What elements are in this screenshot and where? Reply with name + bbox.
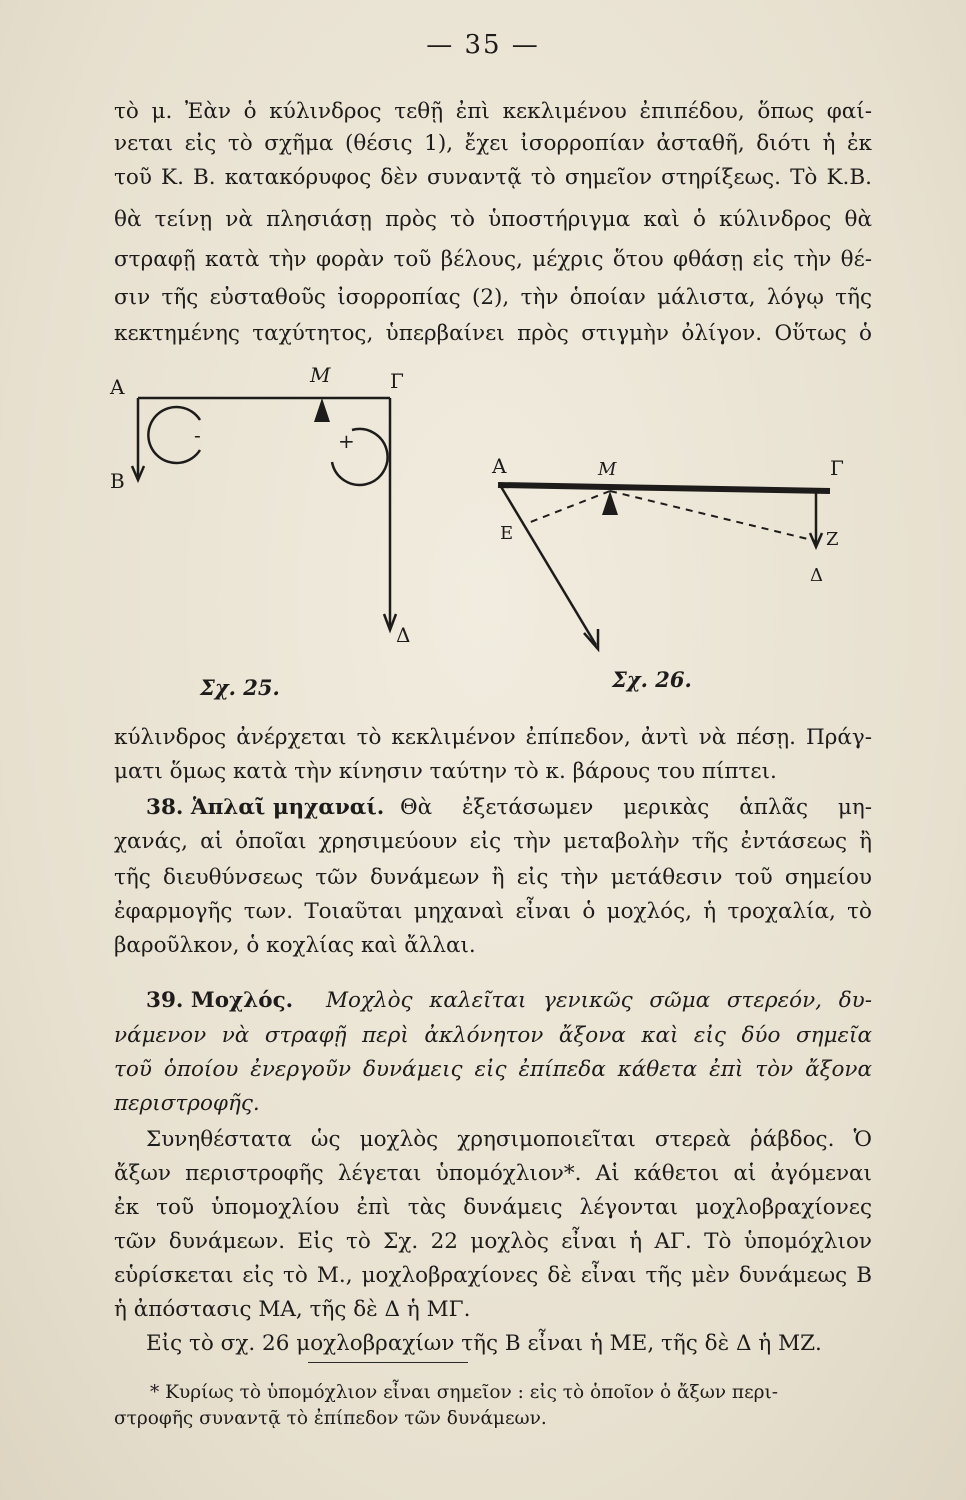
lever-bar [498, 485, 830, 491]
label-g: Γ [830, 456, 844, 480]
section-38-heading: 38. Ἁπλαῖ μηχαναί. [146, 795, 385, 820]
force-b-line [500, 485, 596, 645]
label-g: Γ [390, 369, 404, 393]
label-m: Μ [310, 363, 331, 387]
text-line: ἐκ τοῦ ὑπομοχλίου ἐπὶ τὰς δυνάμεις λέγονται μοχλοβραχίονες [114, 1195, 872, 1220]
text-line: χανάς, αἱ ὁποῖαι χρησιμεύουν εἰς τὴν μεταβολὴν τῆς ἐντάσεως ἢ [114, 829, 872, 854]
label-a: Α [110, 375, 125, 399]
footnote-rule [308, 1362, 468, 1363]
page-number: — 35 — [426, 30, 540, 60]
text-line: θὰ τείνῃ νὰ πλησιάσῃ πρὸς τὸ ὑποστήριγμα καὶ ὁ κύλινδρος θὰ [114, 207, 872, 232]
label-b: Β [110, 469, 125, 493]
text-line: ἡ ἀπόστασις ΜΑ, τῆς δὲ Δ ἡ ΜΓ. [114, 1297, 471, 1322]
text-line: Θὰ ἐξετάσωμεν μερικὰς ἁπλᾶς μη- [400, 795, 872, 820]
definition-line: περιστροφῆς. [114, 1091, 260, 1116]
section-39-first-line [114, 985, 872, 1017]
figure-25-lever-diagram [100, 360, 420, 660]
footnote-line: * Κυρίως τὸ ὑπομόχλιον εἶναι σημεῖον : εἰς τὸ ὁποῖον ὁ ἄξων περι- [150, 1382, 779, 1403]
text-line: τὸ μ. Ἐὰν ὁ κύλινδρος τεθῇ ἐπὶ κεκλιμένου ἐπιπέδου, ὅπως φαί- [114, 99, 872, 124]
text-line: τῆς διευθύνσεως τῶν δυνάμεων ἢ εἰς τὴν μετάθεσιν τοῦ σημείου [114, 865, 872, 890]
text-line: σιν τῆς εὐσταθοῦς ἰσορροπίας (2), τὴν ὁποίαν μάλιστα, λόγῳ τῆς [114, 285, 872, 310]
text-line: Συνηθέστατα ὡς μοχλὸς χρησιμοποιεῖται στερεὰ ῥάβδος. Ὁ [146, 1127, 872, 1152]
section-39-heading: 39. Μοχλός. [146, 988, 294, 1013]
label-e: Ε [500, 523, 514, 544]
section-38-first-line [114, 792, 872, 824]
label-d: Δ [810, 565, 823, 586]
fulcrum-icon [314, 398, 330, 422]
text-line: κύλινδρος ἀνέρχεται τὸ κεκλιμένον ἐπίπεδον, ἀντὶ νὰ πέσῃ. Πράγ- [114, 725, 872, 750]
text-line: τοῦ Κ. Β. κατακόρυφος δὲν συναντᾷ τὸ σημεῖον στηρίξεως. Τὸ Κ.Β. [114, 165, 872, 190]
lever-arm-mz [610, 491, 816, 541]
text-line: ἐφαρμογῆς των. Τοιαῦται μηχαναὶ εἶναι ὁ μοχλός, ἡ τροχαλία, τὸ [114, 899, 872, 924]
text-line: εὑρίσκεται εἰς τὸ Μ., μοχλοβραχίονες δὲ εἶναι τῆς μὲν δυνάμεως Β [114, 1263, 872, 1288]
figure-26-caption: Σχ. 26. [612, 667, 692, 692]
text-line: νεται εἰς τὸ σχῆμα (θέσις 1), ἔχει ἰσορροπίαν ἀσταθῆ, διότι ἡ ἐκ [114, 131, 872, 156]
definition-line: νάμενον νὰ στραφῇ περὶ ἀκλόνητον ἄξονα καὶ εἰς δύο σημεῖα [114, 1023, 872, 1048]
text-line: στραφῇ κατὰ τὴν φορὰν τοῦ βέλους, μέχρις ὅτου φθάσῃ εἰς τὴν θέ- [114, 247, 872, 272]
figure-26-inclined-lever-diagram [470, 445, 870, 675]
text-line: ἄξων περιστροφῆς λέγεται ὑπομόχλιον*. Αἱ κάθετοι αἱ ἀγόμεναι [114, 1161, 872, 1186]
label-plus: + [338, 429, 355, 453]
text-line: ματι ὅμως κατὰ τὴν κίνησιν ταύτην τὸ κ. βάρους του πίπτει. [114, 759, 777, 784]
text-line: κεκτημένης ταχύτητος, ὑπερβαίνει πρὸς στιγμὴν ὀλίγον. Οὕτως ὁ [114, 321, 872, 346]
label-m: Μ [598, 459, 617, 480]
footnote-line: στροφῆς συναντᾷ τὸ ἐπίπεδον τῶν δυνάμεων. [114, 1408, 547, 1429]
figure-25-caption: Σχ. 25. [200, 675, 280, 700]
label-d: Δ [396, 623, 411, 647]
rotation-arrow-minus [148, 407, 200, 463]
label-minus: - [194, 423, 201, 447]
text-line: βαροῦλκον, ὁ κοχλίας καὶ ἄλλαι. [114, 933, 476, 958]
lever-arm-me [528, 491, 610, 523]
fulcrum-icon [602, 491, 618, 515]
text-line: τῶν δυνάμεων. Εἰς τὸ Σχ. 22 μοχλὸς εἶναι ἡ ΑΓ. Τὸ ὑπομόχλιον [114, 1229, 872, 1254]
label-z: Ζ [826, 529, 839, 550]
text-line: Εἰς τὸ σχ. 26 μοχλοβραχίων τῆς Β εἶναι ἡ ΜΕ, τῆς δὲ Δ ἡ ΜΖ. [146, 1331, 822, 1356]
definition-line: τοῦ ὁποίου ἐνεργοῦν δυνάμεις εἰς ἐπίπεδα κάθετα ἐπὶ τὸν ἄξονα [114, 1057, 872, 1082]
definition-line: Μοχλὸς καλεῖται γενικῶς σῶμα στερεόν, δυ- [326, 988, 872, 1013]
label-a: Α [492, 454, 507, 478]
